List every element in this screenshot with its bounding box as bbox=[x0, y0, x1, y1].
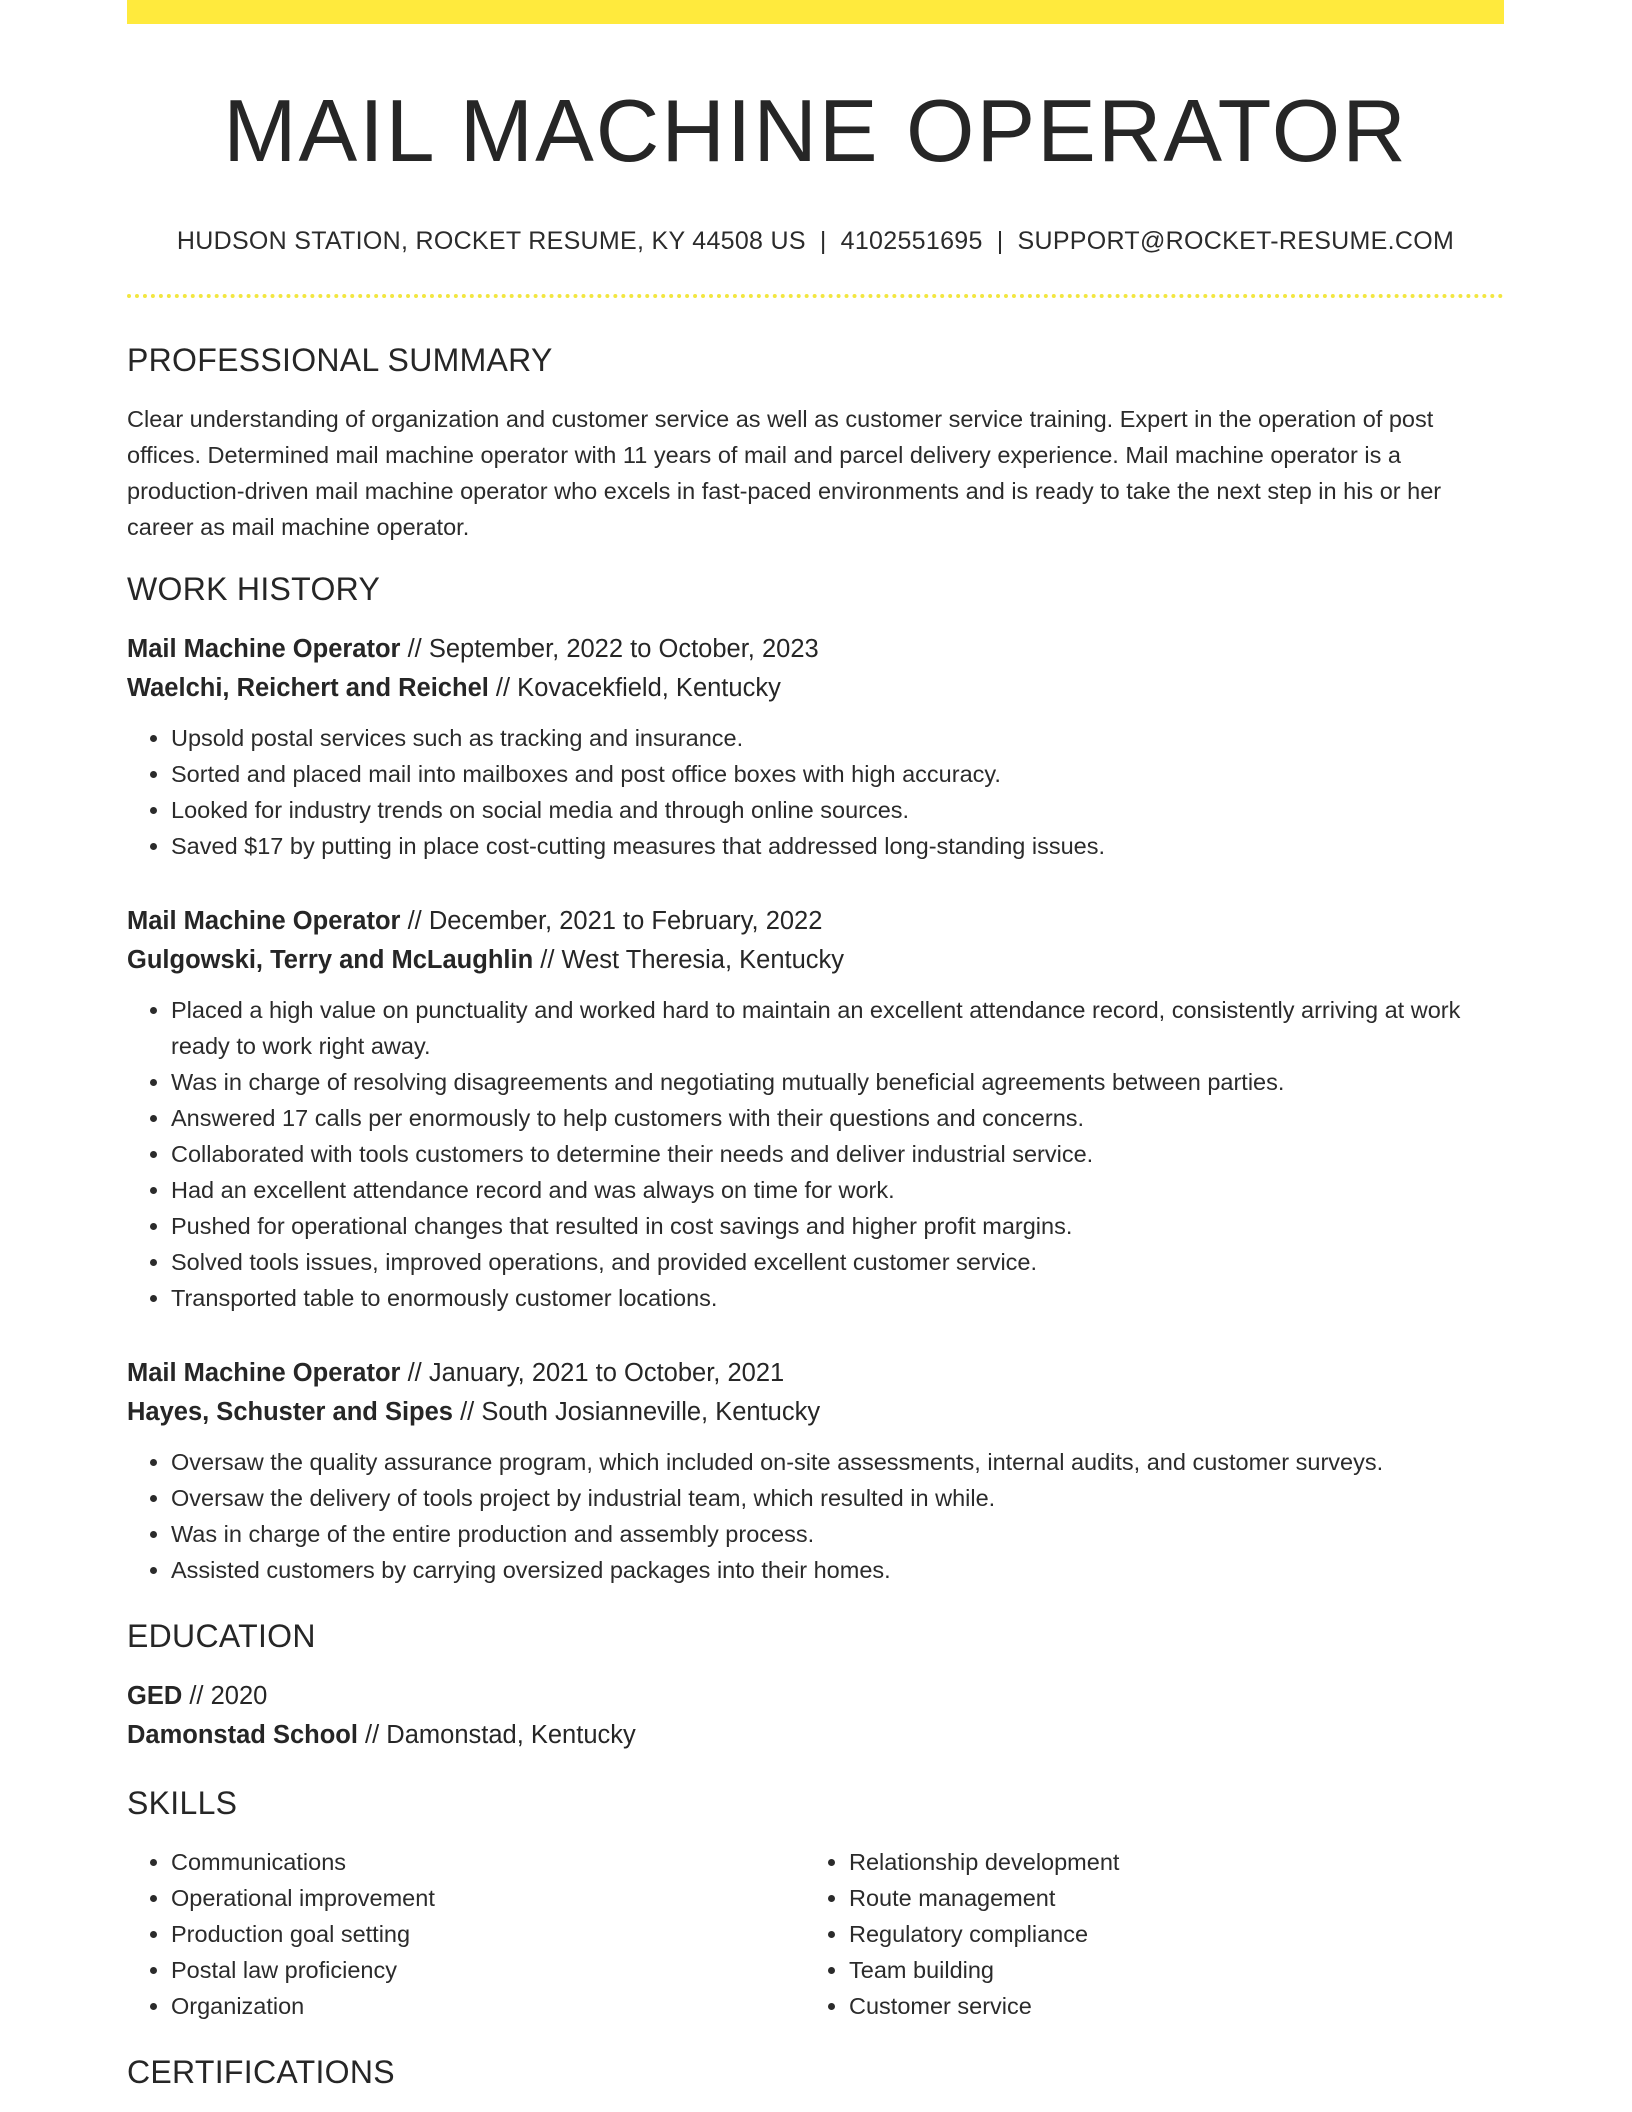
accent-top-bar bbox=[127, 0, 1504, 24]
list-item: • Oversaw the delivery of tools project by industrial team, which resulted in while. bbox=[171, 1480, 1504, 1516]
skill-item: • Relationship development bbox=[849, 1844, 1483, 1880]
job-dates: // September, 2022 to October, 2023 bbox=[400, 635, 819, 664]
certifications-section bbox=[127, 2054, 1504, 2091]
job-company: Gulgowski, Terry and McLaughlin bbox=[127, 946, 534, 975]
job-bullets bbox=[127, 720, 1504, 864]
job-company-line bbox=[127, 941, 1504, 980]
list-item: • Placed a high value on punctuality and worked hard to maintain an excellent attendance record, consistently arriving at work ready to work right away. bbox=[171, 992, 1504, 1064]
job-title: Mail Machine Operator bbox=[127, 1359, 401, 1388]
list-item: • Oversaw the quality assurance program, which included on-site assessments, internal audits, and customer surveys. bbox=[171, 1444, 1504, 1480]
skills-grid bbox=[127, 1844, 1504, 2024]
skills-column-left bbox=[127, 1844, 805, 2024]
job-entry bbox=[127, 630, 1504, 864]
degree-year: // 2020 bbox=[182, 1682, 268, 1711]
list-item: • Solved tools issues, improved operations, and provided excellent customer service. bbox=[171, 1244, 1504, 1280]
contact-address: HUDSON STATION, ROCKET RESUME, KY 44508 US bbox=[176, 227, 806, 256]
job-dates: // January, 2021 to October, 2021 bbox=[400, 1359, 785, 1388]
job-location: // South Josianneville, Kentucky bbox=[452, 1398, 821, 1427]
job-title: Mail Machine Operator bbox=[127, 635, 401, 664]
dotted-divider bbox=[127, 294, 1504, 298]
job-company: Waelchi, Reichert and Reichel bbox=[127, 674, 489, 703]
skill-item: • Organization bbox=[171, 1988, 805, 2024]
list-item: • Looked for industry trends on social media and through online sources. bbox=[171, 792, 1504, 828]
skill-item: • Route management bbox=[849, 1880, 1483, 1916]
degree: GED bbox=[127, 1682, 183, 1711]
school-name: Damonstad School bbox=[127, 1721, 358, 1750]
list-item: • Sorted and placed mail into mailboxes and post office boxes with high accuracy. bbox=[171, 756, 1504, 792]
work-history-section bbox=[127, 571, 1504, 1588]
job-dates: // December, 2021 to February, 2022 bbox=[400, 907, 823, 936]
skill-item: • Operational improvement bbox=[171, 1880, 805, 1916]
certifications-heading: CERTIFICATIONS bbox=[127, 2054, 395, 2091]
education-entry bbox=[127, 1677, 1504, 1755]
list-item: • Was in charge of the entire production and assembly process. bbox=[171, 1516, 1504, 1552]
summary-heading: PROFESSIONAL SUMMARY bbox=[127, 342, 553, 379]
skills-section bbox=[127, 1785, 1504, 2024]
skill-item: • Production goal setting bbox=[171, 1916, 805, 1952]
job-title-line bbox=[127, 630, 1504, 669]
skill-item: • Customer service bbox=[849, 1988, 1483, 2024]
list-item: • Was in charge of resolving disagreements and negotiating mutually beneficial agreements between parties. bbox=[171, 1064, 1504, 1100]
list-item: • Assisted customers by carrying oversized packages into their homes. bbox=[171, 1552, 1504, 1588]
skill-item: • Postal law proficiency bbox=[171, 1952, 805, 1988]
school-line bbox=[127, 1716, 1504, 1755]
contact-separator: | bbox=[819, 227, 827, 256]
list-item: • Had an excellent attendance record and was always on time for work. bbox=[171, 1172, 1504, 1208]
list-item: • Pushed for operational changes that resulted in cost savings and higher profit margins. bbox=[171, 1208, 1504, 1244]
school-location: // Damonstad, Kentucky bbox=[357, 1721, 636, 1750]
list-item: • Transported table to enormously customer locations. bbox=[171, 1280, 1504, 1316]
skill-item: • Team building bbox=[849, 1952, 1483, 1988]
skills-heading: SKILLS bbox=[127, 1785, 238, 1822]
job-entry bbox=[127, 902, 1504, 1316]
summary-text: Clear understanding of organization and customer service as well as customer service training. Expert in the operation of post offices. Determined mail machine operator with 11 years of mail and parcel delivery experience. Mail machine operator is a production-driven mail machine operator who excels in fast-paced environments and is ready to take the next step in his or her career as mail machine operator. bbox=[127, 406, 1442, 541]
job-title-line bbox=[127, 1354, 1504, 1393]
job-company-line bbox=[127, 1393, 1504, 1432]
job-entry bbox=[127, 1354, 1504, 1588]
skill-item: • Regulatory compliance bbox=[849, 1916, 1483, 1952]
contact-phone: 4102551695 bbox=[840, 227, 983, 256]
contact-separator: | bbox=[996, 227, 1004, 256]
resume-title: MAIL MACHINE OPERATOR bbox=[223, 81, 1408, 180]
job-company-line bbox=[127, 669, 1504, 708]
resume-page bbox=[127, 0, 1504, 2091]
education-heading: EDUCATION bbox=[127, 1618, 316, 1655]
job-bullets bbox=[127, 992, 1504, 1316]
degree-line bbox=[127, 1677, 1504, 1716]
job-title: Mail Machine Operator bbox=[127, 907, 401, 936]
job-bullets bbox=[127, 1444, 1504, 1588]
contact-email: SUPPORT@ROCKET-RESUME.COM bbox=[1017, 227, 1455, 256]
list-item: • Collaborated with tools customers to determine their needs and deliver industrial service. bbox=[171, 1136, 1504, 1172]
job-location: // Kovacekfield, Kentucky bbox=[488, 674, 781, 703]
list-item: • Answered 17 calls per enormously to help customers with their questions and concerns. bbox=[171, 1100, 1504, 1136]
work-history-heading: WORK HISTORY bbox=[127, 571, 381, 608]
skill-item: • Communications bbox=[171, 1844, 805, 1880]
summary-section bbox=[127, 342, 1504, 545]
education-section bbox=[127, 1618, 1504, 1755]
job-location: // West Theresia, Kentucky bbox=[533, 946, 845, 975]
list-item: • Saved $17 by putting in place cost-cutting measures that addressed long-standing issues. bbox=[171, 828, 1504, 864]
job-title-line bbox=[127, 902, 1504, 941]
skills-column-right bbox=[805, 1844, 1483, 2024]
job-company: Hayes, Schuster and Sipes bbox=[127, 1398, 453, 1427]
list-item: • Upsold postal services such as tracking and insurance. bbox=[171, 720, 1504, 756]
contact-line bbox=[127, 227, 1504, 256]
